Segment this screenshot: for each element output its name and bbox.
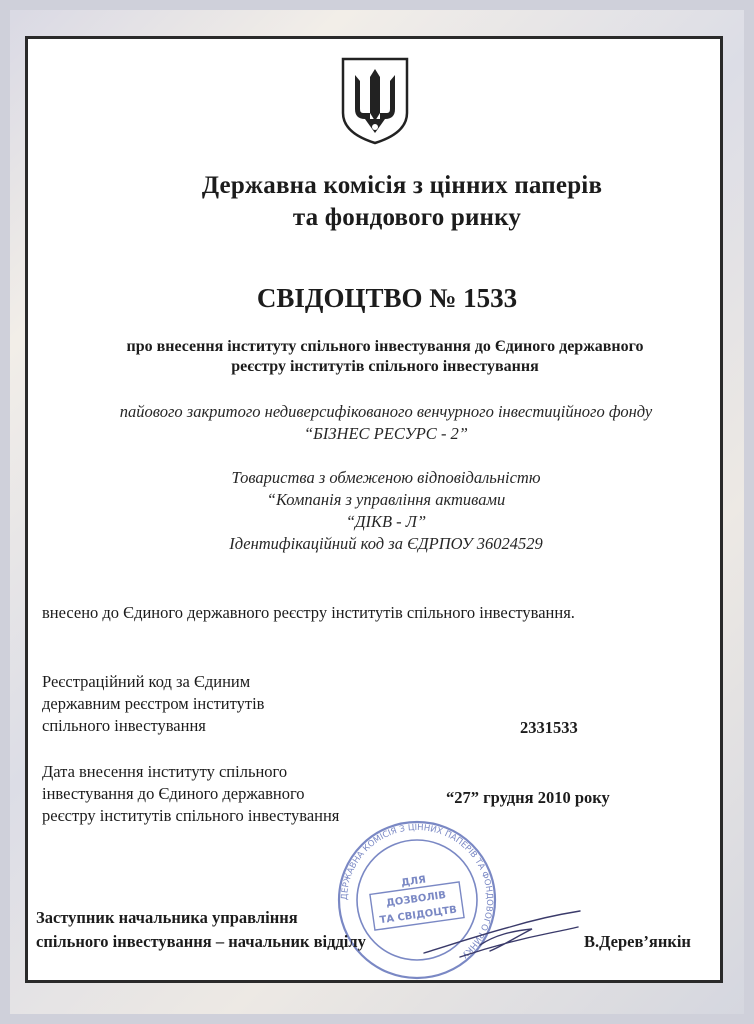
signer-title-line-2: спільного інвестування – начальник відділу bbox=[36, 932, 366, 951]
registry-statement: внесено до Єдиного державного реєстру інститутів спільного інвестування. bbox=[42, 603, 575, 622]
stamp-center-line-3: ТА СВІДОЦТВ bbox=[379, 904, 458, 927]
stamp-center-line-2: ДОЗВОЛІВ bbox=[385, 889, 447, 910]
reg-code-label-line-1: Реєстраційний код за Єдиним bbox=[42, 672, 251, 691]
reg-code-value: 2331533 bbox=[520, 718, 578, 737]
reg-code-label-line-2: державним реєстром інститутів bbox=[42, 694, 265, 713]
stamp-ring-text: ДЕРЖАВНА КОМІСІЯ З ЦІННИХ ПАПЕРІВ ТА ФОНДОВОГО РИНКУ bbox=[339, 822, 495, 960]
certificate-subtitle-line-2: реєстру інститутів спільного інвестування bbox=[231, 358, 539, 375]
handwritten-signature bbox=[420, 905, 590, 965]
company-name-line-1: “Компанія з управління активами bbox=[266, 490, 506, 509]
certificate-subtitle-line-1: про внесення інституту спільного інвестування до Єдиного державного bbox=[126, 338, 644, 355]
fund-name: “БІЗНЕС РЕСУРС - 2” bbox=[303, 424, 468, 443]
signer-name: В.Дерев’янкін bbox=[584, 932, 691, 951]
fund-type-line: пайового закритого недиверсифікованого венчурного інвестиційного фонду bbox=[119, 402, 653, 421]
entry-date-label-line-2: інвестування до Єдиного державного bbox=[42, 784, 305, 803]
trident-coat-of-arms-icon bbox=[339, 55, 411, 145]
entry-date-label-line-3: реєстру інститутів спільного інвестування bbox=[42, 806, 340, 825]
company-name-line-2: “ДІКВ - Л” bbox=[345, 512, 427, 531]
commission-title-line-2: та фондового ринку bbox=[292, 204, 522, 231]
signer-title-line-1: Заступник начальника управління bbox=[36, 908, 298, 927]
company-edrpou-code: Ідентифікаційний код за ЄДРПОУ 36024529 bbox=[229, 534, 543, 553]
reg-code-label-line-3: спільного інвестування bbox=[42, 716, 206, 735]
company-type-line: Товариства з обмеженою відповідальністю bbox=[231, 468, 541, 487]
commission-title-line-1: Державна комісія з цінних паперів bbox=[201, 172, 603, 199]
stamp-center-line-1: ДЛЯ bbox=[400, 874, 427, 889]
entry-date-value: “27” грудня 2010 року bbox=[446, 788, 610, 807]
certificate-title: СВІДОЦТВО № 1533 bbox=[256, 283, 518, 313]
entry-date-label-line-1: Дата внесення інституту спільного bbox=[42, 762, 288, 781]
